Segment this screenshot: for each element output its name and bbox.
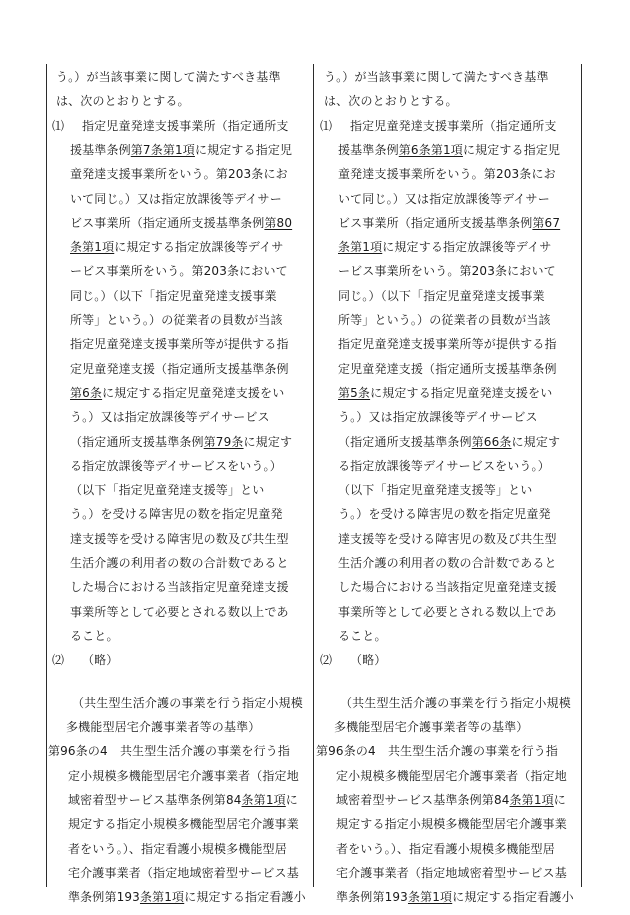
item-number: ⑴ (320, 118, 333, 133)
item-number: ⑴ (52, 118, 65, 133)
article-line: 第96条の4 共生型生活介護の事業を行う指 (48, 744, 291, 759)
article-line: 準条例第193条第1項に規定する指定看護小 (68, 890, 306, 905)
intro-line: う。）が当該事業に関して満たすべき基準 (324, 70, 549, 84)
item-1-line: 第6条に規定する指定児童発達支援をい (70, 385, 285, 400)
intro-line: は、次のとおりとする。 (324, 94, 458, 109)
item-1-line: いて同じ。）又は指定放課後等デイサー (70, 191, 282, 206)
item-1-line: 指定児童発達支援事業所（指定通所支 (350, 118, 557, 133)
center-divider-line (313, 64, 314, 887)
item-1-line: る指定放課後等デイサービスをいう。） (338, 458, 550, 473)
item-1-line: 生活介護の利用者の数の合計数であると (70, 556, 289, 570)
item-1-line: る指定放課後等デイサービスをいう。） (70, 458, 282, 473)
item-1-line: 条第1項に規定する指定放課後等デイサ (70, 240, 284, 255)
article-line: 宅介護事業者（指定地域密着型サービス基 (336, 865, 567, 880)
article-line: 規定する指定小規模多機能型居宅介護事業 (68, 817, 299, 832)
item-1-line: 所等」という。）の従業者の員数が当該 (338, 313, 551, 327)
item-1-line: 第5条に規定する指定児童発達支援をい (338, 385, 553, 400)
item-1-line: 所等」という。）の従業者の員数が当該 (70, 313, 283, 327)
item-1-line: 同じ。）（以下「指定児童発達支援事業 (70, 288, 277, 303)
item-1-line: う。）を受ける障害児の数を指定児童発 (70, 507, 283, 522)
item-1-line: 指定児童発達支援事業所等が提供する指 (70, 337, 289, 352)
article-line: 宅介護事業者（指定地域密着型サービス基 (68, 865, 299, 880)
item-1-line: ービス事業所をいう。第203条において (338, 264, 556, 279)
article-line: 定小規模多機能型居宅介護事業者（指定地 (336, 768, 567, 783)
item-1-line: 定児童発達支援（指定通所支援基準条例 (338, 361, 557, 376)
article-caption: （共生型生活介護の事業を行う指定小規模 (72, 695, 303, 710)
item-1-line: ること。 (338, 628, 387, 643)
item-1-line: した場合における当該指定児童発達支援 (338, 580, 557, 595)
item-number: ⑵ (320, 653, 333, 668)
item-1-line: 達支援等を受ける障害児の数及び共生型 (70, 531, 289, 546)
article-line: 規定する指定小規模多機能型居宅介護事業 (336, 817, 567, 832)
item-1-line: 指定児童発達支援事業所（指定通所支 (82, 118, 289, 133)
article-caption: 多機能型居宅介護事業者等の基準） (66, 720, 261, 735)
item-1-line: 指定児童発達支援事業所等が提供する指 (338, 337, 557, 352)
item-1-line: ること。 (70, 628, 119, 643)
article-line: 定小規模多機能型居宅介護事業者（指定地 (68, 768, 299, 783)
item-number: ⑵ (52, 653, 65, 668)
item-1-line: 達支援等を受ける障害児の数及び共生型 (338, 531, 557, 546)
intro-line: は、次のとおりとする。 (56, 94, 190, 109)
article-line: 者をいう。）、指定看護小規模多機能型居 (68, 841, 287, 856)
item-1-line: した場合における当該指定児童発達支援 (70, 580, 289, 595)
article-line: 第96条の4 共生型生活介護の事業を行う指 (316, 744, 559, 759)
item-2-omitted: （略） (82, 653, 119, 668)
article-caption: 多機能型居宅介護事業者等の基準） (334, 720, 529, 735)
item-1-line: 援基準条例第7条第1項に規定する指定児 (70, 142, 293, 157)
article-line: 者をいう。）、指定看護小規模多機能型居 (336, 841, 555, 856)
right-border-line (581, 64, 582, 887)
item-1-line: 援基準条例第6条第1項に規定する指定児 (338, 142, 561, 157)
item-2-omitted: （略） (350, 653, 387, 668)
item-1-line: う。）又は指定放課後等デイサービス (338, 410, 538, 425)
article-line: 域密着型サービス基準条例第84条第1項に (336, 792, 566, 807)
item-1-line: ビス事業所（指定通所支援基準条例第67 (338, 215, 561, 230)
item-1-line: 定児童発達支援（指定通所支援基準条例 (70, 361, 289, 376)
left-border-line (46, 64, 47, 887)
item-1-line: （以下「指定児童発達支援等」とい (338, 483, 533, 498)
item-1-line: 同じ。）（以下「指定児童発達支援事業 (338, 288, 545, 303)
item-1-line: う。）を受ける障害児の数を指定児童発 (338, 507, 551, 522)
item-1-line: （以下「指定児童発達支援等」とい (70, 483, 265, 498)
item-1-line: 条第1項に規定する指定放課後等デイサ (338, 240, 552, 255)
item-1-line: 童発達支援事業所をいう。第203条にお (338, 167, 556, 182)
item-1-line: う。）又は指定放課後等デイサービス (70, 410, 270, 425)
item-1-line: 生活介護の利用者の数の合計数であると (338, 556, 557, 570)
item-1-line: 事業所等として必要とされる数以上であ (338, 604, 557, 619)
item-1-line: 童発達支援事業所をいう。第203条にお (70, 167, 288, 182)
article-line: 域密着型サービス基準条例第84条第1項に (68, 792, 298, 807)
article-line: 準条例第193条第1項に規定する指定看護小 (336, 890, 574, 905)
item-1-line: いて同じ。）又は指定放課後等デイサー (338, 191, 550, 206)
item-1-line: ビス事業所（指定通所支援基準条例第80 (70, 215, 293, 230)
article-caption: （共生型生活介護の事業を行う指定小規模 (340, 695, 571, 710)
item-1-line: 事業所等として必要とされる数以上であ (70, 604, 289, 619)
intro-line: う。）が当該事業に関して満たすべき基準 (56, 70, 281, 84)
item-1-line: （指定通所支援基準条例第79条に規定す (70, 434, 293, 449)
item-1-line: ービス事業所をいう。第203条において (70, 264, 288, 279)
item-1-line: （指定通所支援基準条例第66条に規定す (338, 434, 561, 449)
